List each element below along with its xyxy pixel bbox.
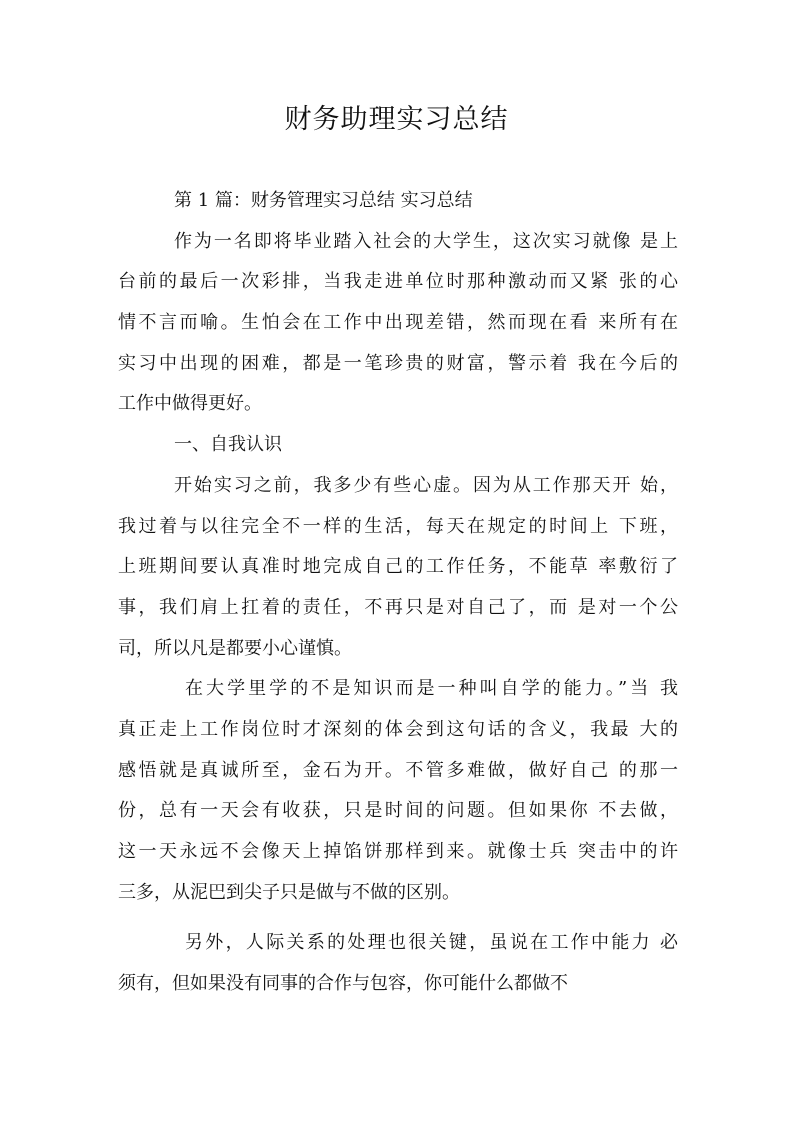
section-heading-self-awareness: 一、自我认识 — [174, 434, 282, 456]
paragraph-line: 我过着与以往完全不一样的生活，每天在规定的时间上 下班， — [118, 515, 678, 537]
paragraph-line: 这一天永远不会像天上掉馅饼那样到来。就像士兵 突击中的许 — [118, 841, 678, 862]
paragraph-line: 份，总有一天会有收获，只是时间的问题。但如果你 不去做， — [118, 800, 678, 822]
paragraph-line: 真正走上工作岗位时才深刻的体会到这句话的含义，我最 大的 — [118, 718, 678, 740]
paragraph-line: 另外，人际关系的处理也很关键，虽说在工作中能力 必 — [185, 932, 678, 954]
paragraph-line: 上班期间要认真准时地完成自己的工作任务，不能草 率敷衍了 — [118, 556, 678, 578]
paragraph-gap — [118, 913, 678, 923]
paragraph-line: 感悟就是真诚所至，金石为开。不管多难做，做好自己 的那一 — [118, 759, 678, 781]
paragraph-line: 事，我们肩上扛着的责任，不再只是对自己了，而 是对一个公 — [118, 596, 678, 618]
paragraph-line: 情不言而喻。生怕会在工作中出现差错，然而现在看 来所有在 — [118, 312, 678, 334]
paragraph-line: 在大学里学的不是知识而是一种叫自学的能力。”当 我 — [185, 678, 678, 700]
paragraph-line: 司，所以凡是都要小心谨慎。 — [118, 637, 352, 659]
paragraph-line: 台前的最后一次彩排，当我走进单位时那种激动而又紧 张的心 — [118, 271, 678, 293]
paragraph-line: 实习中出现的困难，都是一笔珍贵的财富，警示着 我在今后的 — [118, 352, 678, 374]
paragraph-line: 须有，但如果没有同事的合作与包容，你可能什么都做不 — [118, 973, 568, 995]
document-body — [118, 181, 678, 1005]
paragraph-line: 开始实习之前，我多少有些心虚。因为从工作那天开 始， — [174, 474, 678, 496]
paragraph-line: 工作中做得更好。 — [118, 393, 262, 415]
document-title: 财务助理实习总结 — [284, 104, 509, 135]
paragraph-line: 三多，从泥巴到尖子只是做与不做的区别。 — [118, 881, 460, 903]
section-heading-chapter-1: 第 1 篇：财务管理实习总结 实习总结 — [174, 190, 473, 211]
paragraph-line: 作为一名即将毕业踏入社会的大学生，这次实习就像 是上 — [174, 230, 678, 252]
